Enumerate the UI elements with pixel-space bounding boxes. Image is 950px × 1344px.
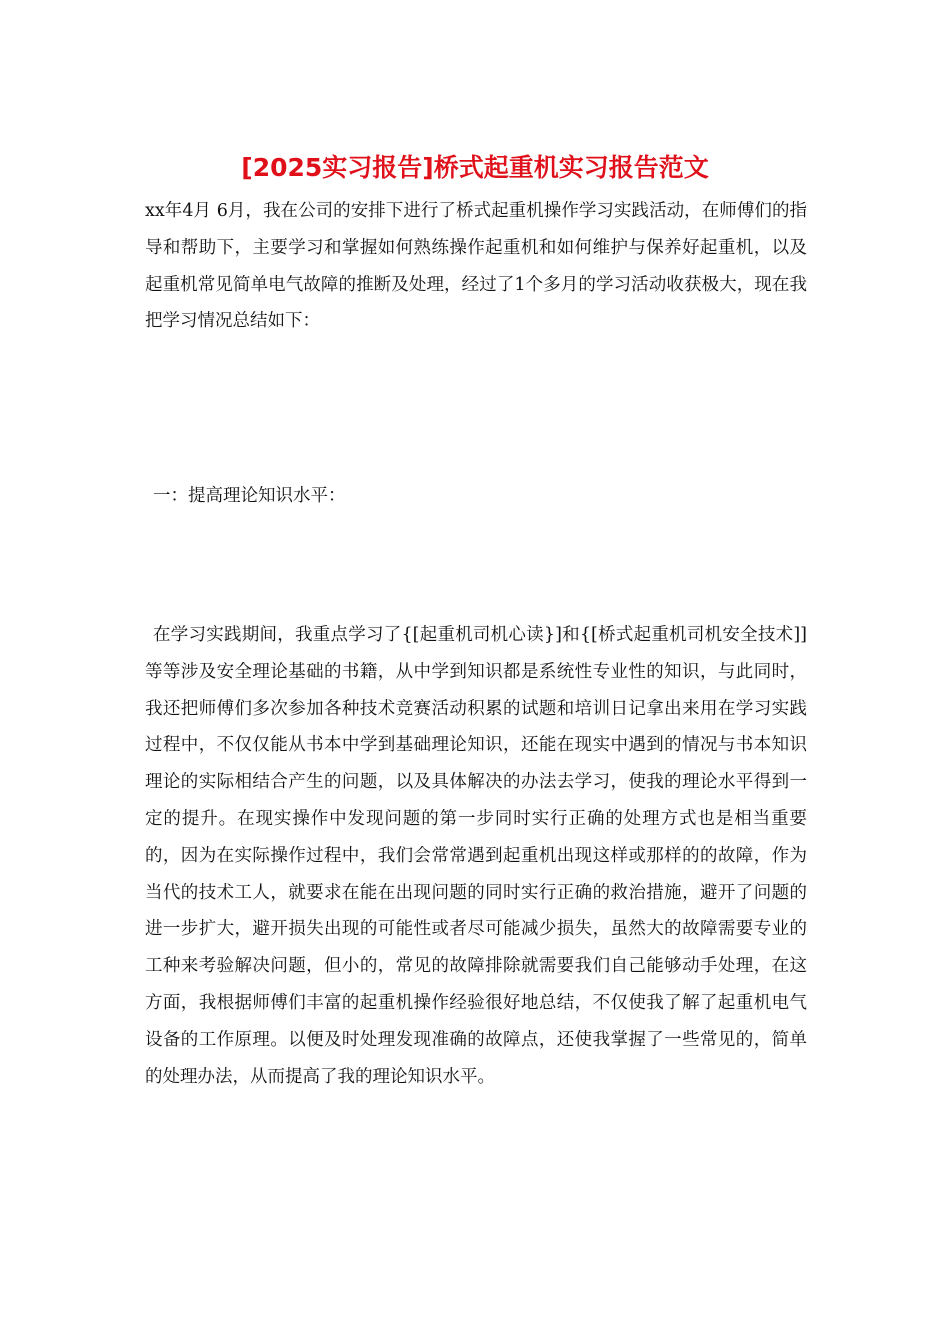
section-body-paragraph: 在学习实践期间，我重点学习了{[起重机司机心读}]和{[桥式起重机司机安全技术]]等等涉及安全理论基础的书籍，从中学到知识都是系统性专业性的知识，与此同时，我还把师傅们多次参加各种技术竞赛活动积累的试题和培训日记拿出来用在学习实践过程中，不仅仅能从书本中学到基础理论知识，还能在现实中遇到的情况与书本知识理论的实际相结合产生的问题，以及具体解决的办法去学习，使我的理论水平得到一定的提升。在现实操作中发现问题的第一步同时实行正确的处理方式也是相当重要的，因为在实际操作过程中，我们会常常遇到起重机出现这样或那样的的故障，作为当代的技术工人，就要求在能在出现问题的同时实行正确的救治措施，避开了问题的进一步扩大，避开损失出现的可能性或者尽可能减少损失，虽然大的故障需要专业的工种来考验解决问题，但小的，常见的故障排除就需要我们自己能够动手处理，在这方面，我根据师傅们丰富的起重机操作经验很好地总结，不仅使我了解了起重机电气设备的工作原理。以便及时处理发现准确的故障点，还使我掌握了一些常见的，简单的处理办法，从而提高了我的理论知识水平。 bbox=[145, 625, 807, 1087]
intro-paragraph: xx年4月 6月，我在公司的安排下进行了桥式起重机操作学习实践活动，在师傅们的指导和帮助下，主要学习和掌握如何熟练操作起重机和如何维护与保养好起重机，以及起重机常见简单电气故障的推断及处理，经过了1个多月的学习活动收获极大，现在我把学习情况总结如下： bbox=[145, 201, 807, 332]
document-title: [2025实习报告]桥式起重机实习报告范文 bbox=[241, 153, 709, 182]
section-heading: 一：提高理论知识水平： bbox=[153, 486, 346, 506]
